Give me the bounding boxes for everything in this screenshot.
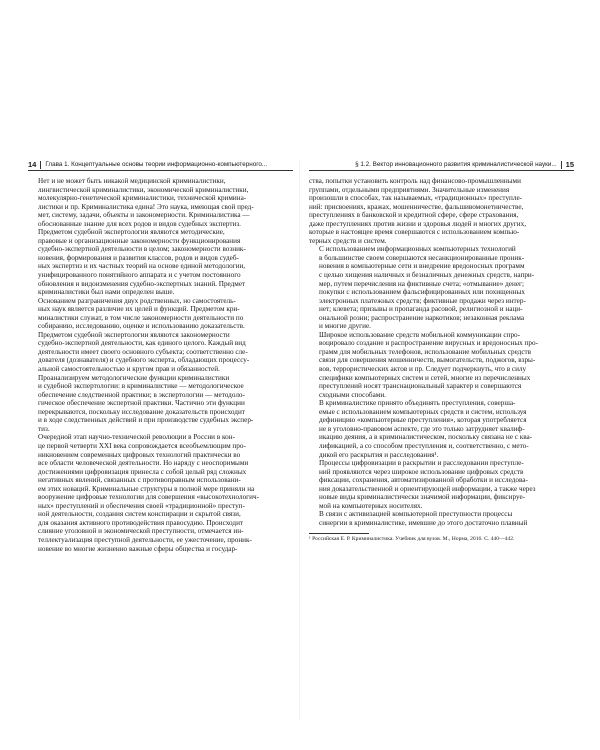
text-line: синергии в криминалистике, имевшие до этого достаточно плавный [319, 518, 528, 527]
paragraph [309, 399, 574, 459]
right-page [309, 160, 574, 543]
text-line: покупки с использованием фальсифицированных или похищенных [319, 288, 525, 297]
right-running-head: § 1.2. Вектор инновационного развития криминалистической науки... [355, 161, 557, 168]
text-line: с целью хищения наличных и безналичных денежных средств, напри- [319, 271, 535, 280]
text-line: связи для совершения мошенничеств, вымогательств, поджогов, взры- [319, 356, 536, 365]
paragraph [309, 510, 574, 527]
paragraph [28, 228, 293, 296]
text-line: дователя (дознавателя) и судебного эксперта, обладающих процессу- [38, 356, 250, 365]
text-line: ной деятельности, создания систем конспирации и скрытой связи, [38, 510, 241, 519]
text-line: для оказания активного противодействия правосудию. Происходит [38, 518, 244, 527]
paragraph [28, 374, 293, 434]
text-line: ний: присвоениях, кражах, мошенничестве, фальшивомонетничестве, [309, 202, 524, 211]
text-line: воцировало создание и распространение вирусных и вредоносных про- [319, 339, 538, 348]
text-line: молекулярно-генетической криминалистики, технической кримина- [38, 194, 247, 203]
text-line: нет; клевета; призывы и пропаганда расовой, религиозной и наци- [319, 305, 523, 314]
text-line: ния доказательственной и ориентирующей информации, а также через [319, 484, 536, 493]
text-line: и многие другие. [319, 322, 371, 331]
text-line: тиз. [38, 424, 50, 433]
text-line: Предметом судебной экспертологии являются методические, [38, 228, 225, 237]
text-line: ем этих новаций. Криминальные структуры в полной мере приняли на [38, 484, 255, 493]
page-gutter [299, 160, 300, 720]
paragraph [309, 331, 574, 399]
text-line: мой на компьютерных носителях. [319, 501, 423, 510]
text-line: никновением современных цифровых технологий практически во [38, 450, 241, 459]
text-line: криминалистики был нами определен выше. [38, 288, 175, 297]
text-line: Нет и не может быть никакой медицинской криминалистики, [38, 177, 226, 185]
text-line: электронных платежных средств; фиктивные продажи через интер- [319, 296, 526, 305]
paragraph [28, 297, 293, 374]
paragraph [309, 177, 574, 245]
text-line: произошли в способах, так называемых, «традиционных» преступле- [309, 194, 523, 203]
text-line: мер, путем перечисления на фиктивные счета; «отмывание» денег; [319, 279, 524, 288]
text-line: даже преступлениях против жизни и здоровья людей и многих других, [309, 219, 527, 228]
text-line: и судебной экспертологии: в криминалистике — методологическое [38, 382, 244, 391]
text-line: Предметом судебной экспертологии являются закономерности [38, 330, 230, 339]
text-line: специфики компьютерных систем и сетей, многие из перечисленных [319, 373, 531, 382]
text-line: в большинстве своем совершаются несанкционированные проник- [319, 253, 525, 262]
text-line: обновления и видоизменения судебно-экспертных знаний. Предмет [38, 279, 246, 288]
text-line: дикой его раскрытия и расследования¹. [319, 450, 439, 459]
text-line: достижениями цифровизация принесла с собой целый ряд сложных [38, 467, 247, 476]
text-line: листики и пр. Криминалистика едина! Это наука, имеющая свой пред- [38, 202, 254, 211]
text-line: обоснованные знание для всех родов и видов судебных экспертиз. [38, 219, 241, 228]
text-line: Очередной этап научно-технической революции в России в кон- [38, 433, 235, 442]
text-line: судебно-экспертной деятельности, как единого целого. Каждый вид [38, 339, 246, 348]
text-line: новые виды криминалистически значимой информации, фиксируе- [319, 493, 526, 502]
footnote: ¹ Российская Е. Р. Криминалистика. Учебник для вузов. М., Норма, 2016. С. 440—442. [309, 536, 515, 543]
text-line: миналистики служат, в том числе закономерности деятельности по [38, 313, 244, 322]
text-line: преступлений носят транснациональный характер и совершаются [319, 382, 522, 391]
text-line: грамм для мобильных телефонов, использование мобильных средств [319, 347, 532, 356]
text-line: гическое обеспечение экспертной практики. Частично эти функции [38, 399, 245, 408]
text-line: С использованием информационных компьютерных технологий [319, 245, 516, 254]
text-line: обеспечение следственной практики; в экспертологии — методоло- [38, 390, 245, 399]
text-line: перекрываются, поскольку исследование доказательств происходит [38, 407, 245, 416]
text-line: В связи с активизацией компьютерной преступности процессы [319, 510, 513, 519]
left-running-header [28, 160, 293, 171]
text-line: ных экспертиз и их частных теорий на основе единой методологии, [38, 262, 246, 271]
text-line: В криминалистике принято объединять преступления, соверша- [319, 399, 516, 408]
right-page-number: 15 [565, 160, 574, 169]
left-page [28, 160, 293, 553]
text-line: терных средств и систем. [309, 236, 387, 245]
text-line: емые с использованием компьютерных средств и систем, используя [319, 407, 527, 416]
text-line: икацию деяния, а в криминалистическом, поскольку связана не с ква- [319, 433, 533, 442]
text-line: слияние уголовной и экономической преступности, отмечается ин- [38, 527, 244, 536]
left-running-head: Глава 1. Концептуальные основы теории информационно-компьютерного... [45, 161, 268, 168]
paragraph [28, 177, 293, 228]
header-divider [40, 161, 41, 169]
text-line: вов, террористических актов и пр. Следует подчеркнуть, что в силу [319, 365, 527, 374]
left-page-body [28, 177, 293, 553]
text-line: судебно-экспертной деятельности в целом; закономерности возник- [38, 245, 246, 254]
text-line: мет, систему, задачи, объекты и закономерности. Криминалистика — [38, 211, 250, 220]
text-line: Процессы цифровизации в раскрытии и расследовании преступле- [319, 459, 524, 468]
text-line: негативных явлений, связанных с противоправным использовани- [38, 476, 241, 485]
text-line: вооружение цифровые технологии для совершения «высокотехнологич- [38, 493, 259, 502]
text-line: Широкое использование средств мобильной коммуникации спро- [319, 330, 521, 339]
text-line: новения в компьютерные сети и внедрение вредоносных программ [319, 262, 525, 271]
text-line: группами, отдельными предприятиями. Значительные изменения [309, 185, 510, 194]
text-line: лификацией, а со способом преступления и, соответственно, с мето- [319, 441, 529, 450]
text-line: ства, попытки установить контроль над финансово-промышленными [309, 177, 521, 185]
text-line: новение во многие жизненно важные сферы общества и государ- [38, 544, 238, 553]
text-line: новения, формирования и развития классов, родов и видов судеб- [38, 253, 239, 262]
text-line: не в уголовно-правовом аспекте, где это только затрудняет квалиф- [319, 424, 525, 433]
text-line: ний проявляются через широкое использование цифровых средств [319, 467, 524, 476]
text-line: це первой четверти XXI века сопровождается всеобъемлющим про- [38, 441, 246, 450]
text-line: ональной розни; распространение наркотиков; незаконная реклама [319, 313, 525, 322]
text-line: собиранию, исследованию, оценке и использованию доказательств. [38, 322, 245, 331]
text-line: правовые и организационные закономерности функционирования [38, 236, 241, 245]
text-line: дефиницию «компьютерные преступления», которая употребляется [319, 416, 527, 425]
text-line: ных наук является различие их целей и функций. Предметом кри- [38, 305, 240, 314]
text-line: Основанием разграничения двух родственных, но самостоятель- [38, 296, 236, 305]
text-line: унифицированного понятийного аппарата и с учетом постоянного [38, 271, 241, 280]
text-line: альной самостоятельностью и кругом прав и обязанностей. [38, 365, 220, 374]
right-running-header [309, 160, 574, 171]
text-line: Проанализируем методологические функции криминалистики [38, 373, 230, 382]
text-line: которые в настоящее время совершаются с использованием компью- [309, 228, 520, 237]
text-line: преступлениях в банковской и кредитной сфере, сфере страхования, [309, 211, 519, 220]
text-line: фиксации, сохранения, автоматизированной обработки и исследова- [319, 476, 528, 485]
text-line: и в ходе следственных действий и при производстве судебных экспер- [38, 416, 254, 425]
paragraph [309, 245, 574, 330]
left-page-number: 14 [28, 160, 37, 169]
footnote-separator [309, 533, 369, 534]
text-line: сходными способами. [319, 390, 386, 399]
text-line: все области человеческой деятельности. Но наряду с неоспоримыми [38, 459, 249, 468]
paragraph [309, 459, 574, 510]
right-page-body [309, 177, 574, 527]
header-divider [561, 161, 562, 169]
text-line: теллектуализация преступной деятельности, ее ужесточение, проник- [38, 535, 252, 544]
text-line: деятельности имеет своего основного субъекта; соответственно сле- [38, 347, 248, 356]
paragraph [28, 433, 293, 553]
text-line: ных» преступлений и обеспечения своей «традиционной» преступ- [38, 501, 245, 510]
text-line: лингвистической криминалистики, экономической криминалистики, [38, 185, 249, 194]
